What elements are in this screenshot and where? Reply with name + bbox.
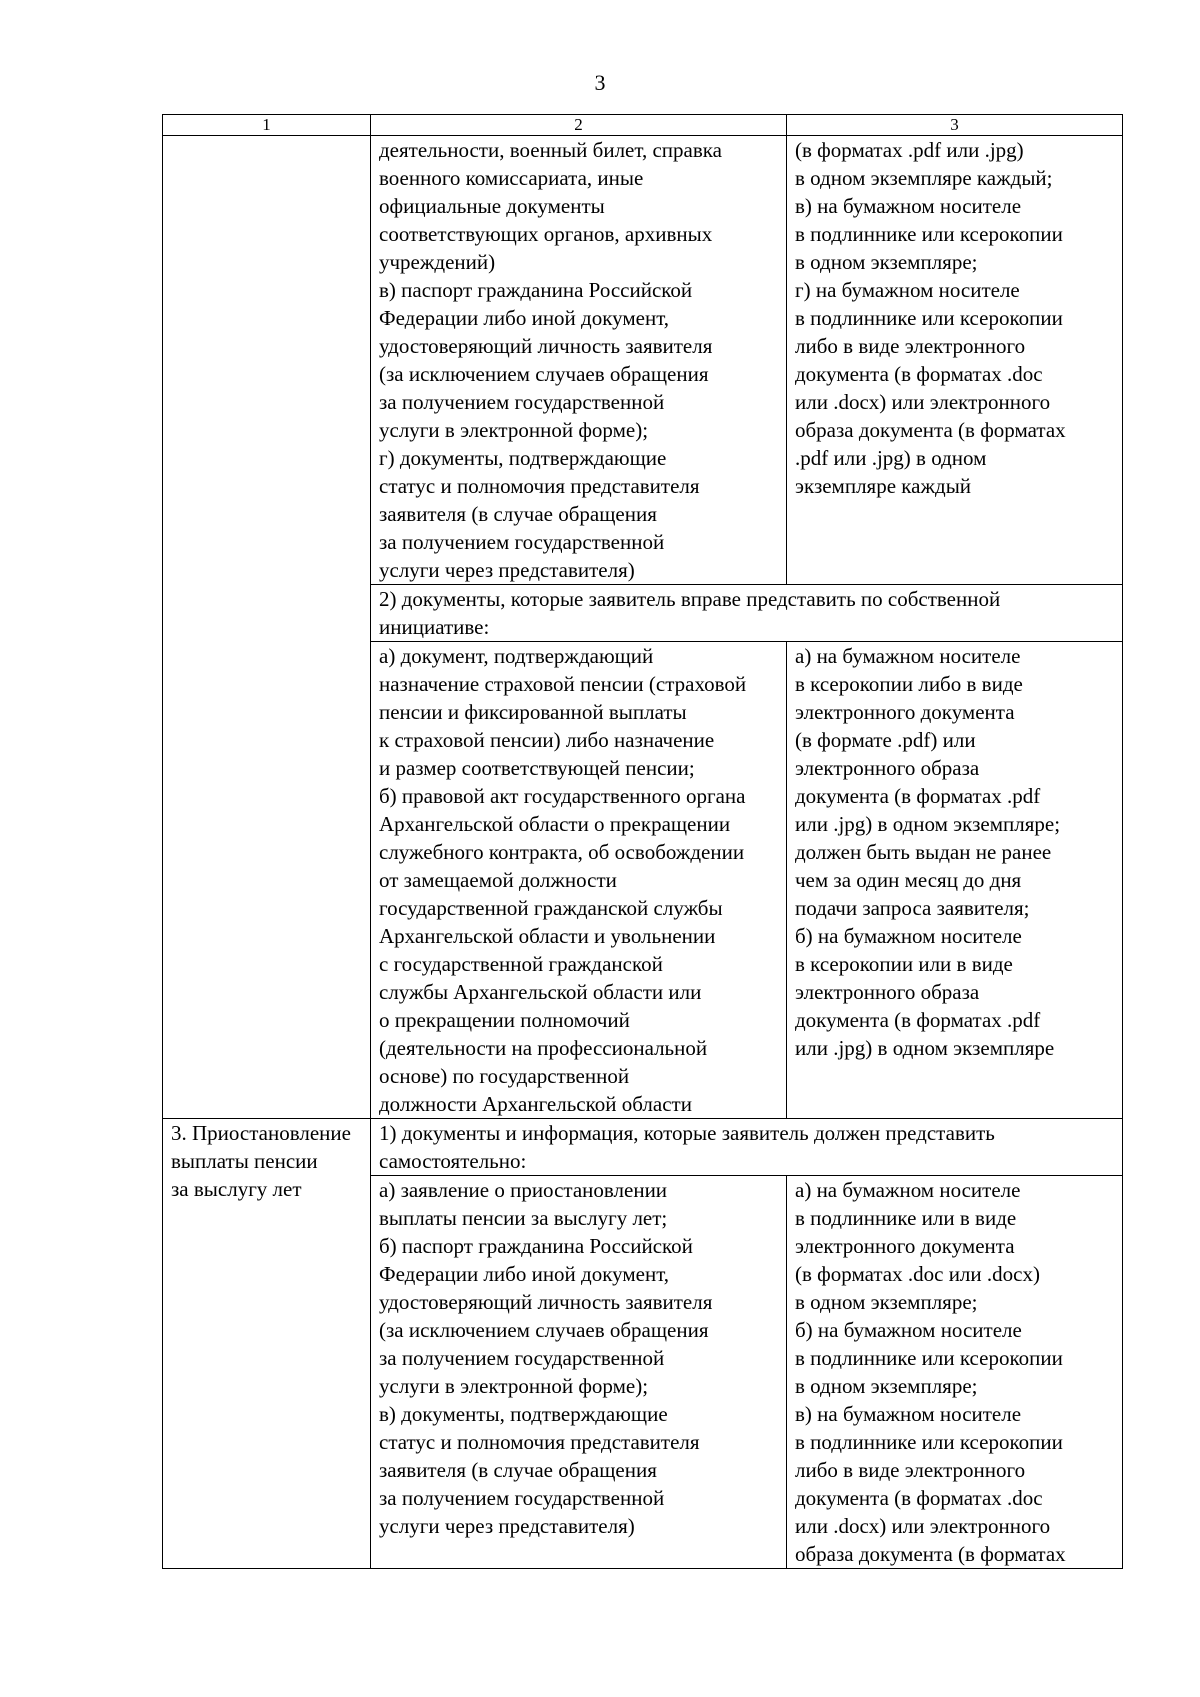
text-line: в) на бумажном носителе <box>795 194 1022 218</box>
text-line: Архангельской области и увольнении <box>379 924 716 948</box>
text-line: услуги в электронной форме); <box>379 418 649 442</box>
text-line: электронного документа <box>795 1234 1015 1258</box>
text-line: а) заявление о приостановлении <box>379 1178 668 1202</box>
text-line: электронного образа <box>795 756 980 780</box>
text-line: Федерации либо иной документ, <box>379 1262 670 1286</box>
column-number-row <box>163 115 1123 136</box>
text-line: (в формате .pdf) или <box>795 728 976 752</box>
text-line: военного комиссариата, иные <box>379 166 644 190</box>
text-line: (в форматах .doc или .docx) <box>795 1262 1040 1286</box>
text-line: в подлиннике или ксерокопии <box>795 1346 1063 1370</box>
service-name-cell <box>163 136 371 1119</box>
text-line: документа (в форматах .pdf <box>795 784 1041 808</box>
text-line: учреждений) <box>379 250 496 274</box>
text-line: г) на бумажном носителе <box>795 278 1020 302</box>
column-header-2: 2 <box>371 115 787 136</box>
text-line: документа (в форматах .pdf <box>795 1008 1041 1032</box>
format-cell <box>787 1176 1123 1569</box>
text-line: экземпляре каждый <box>795 474 972 498</box>
text-line: о прекращении полномочий <box>379 1008 630 1032</box>
text-line: образа документа (в форматах <box>795 418 1066 442</box>
text-line: удостоверяющий личность заявителя <box>379 1290 713 1314</box>
text-line: или .jpg) в одном экземпляре; <box>795 812 1061 836</box>
text-line: в) паспорт гражданина Российской <box>379 278 693 302</box>
text-line: (за исключением случаев обращения <box>379 1318 709 1342</box>
text-line: за получением государственной <box>379 1346 665 1370</box>
page-number: 3 <box>594 70 606 95</box>
text-line: деятельности, военный билет, справка <box>379 138 722 162</box>
section-heading-cell <box>371 1119 1123 1176</box>
text-line: соответствующих органов, архивных <box>379 222 713 246</box>
service-name-cell <box>163 1119 371 1569</box>
requirements-table <box>162 114 1123 1569</box>
text-line: 1) документы и информация, которые заявитель должен представить <box>379 1121 995 1145</box>
documents-cell <box>371 642 787 1119</box>
text-line: в) на бумажном носителе <box>795 1402 1022 1426</box>
text-line: .pdf или .jpg) в одном <box>795 446 987 470</box>
text-line: б) правовой акт государственного органа <box>379 784 746 808</box>
text-line: к страховой пенсии) либо назначение <box>379 728 715 752</box>
text-line: или .docx) или электронного <box>795 1514 1051 1538</box>
text-line: официальные документы <box>379 194 605 218</box>
text-line: или .jpg) в одном экземпляре <box>795 1036 1055 1060</box>
documents-cell <box>371 136 787 585</box>
text-line: заявителя (в случае обращения <box>379 502 657 526</box>
text-line: за выслугу лет <box>171 1177 302 1201</box>
text-line: а) документ, подтверждающий <box>379 644 654 668</box>
text-line: с государственной гражданской <box>379 952 663 976</box>
text-line: б) паспорт гражданина Российской <box>379 1234 693 1258</box>
text-line: электронного документа <box>795 700 1015 724</box>
text-line: (в форматах .pdf или .jpg) <box>795 138 1024 162</box>
format-cell <box>787 642 1123 1119</box>
text-line: выплаты пенсии за выслугу лет; <box>379 1206 668 1230</box>
text-line: (за исключением случаев обращения <box>379 362 709 386</box>
text-line: б) на бумажном носителе <box>795 924 1022 948</box>
text-line: (деятельности на профессиональной <box>379 1036 708 1060</box>
text-line: за получением государственной <box>379 390 665 414</box>
text-line: услуги в электронной форме); <box>379 1374 649 1398</box>
text-line: б) на бумажном носителе <box>795 1318 1022 1342</box>
text-line: чем за один месяц до дня <box>795 868 1022 892</box>
text-line: в подлиннике или ксерокопии <box>795 306 1063 330</box>
table-row <box>163 1119 1123 1176</box>
text-line: в ксерокопии или в виде <box>795 952 1013 976</box>
text-line: документа (в форматах .doc <box>795 362 1043 386</box>
text-line: а) на бумажном носителе <box>795 1178 1021 1202</box>
text-line: г) документы, подтверждающие <box>379 446 667 470</box>
table-row <box>163 136 1123 585</box>
text-line: должен быть выдан не ранее <box>795 840 1052 864</box>
column-header-3: 3 <box>787 115 1123 136</box>
text-line: за получением государственной <box>379 530 665 554</box>
text-line: подачи запроса заявителя; <box>795 896 1030 920</box>
text-line: удостоверяющий личность заявителя <box>379 334 713 358</box>
text-line: служебного контракта, об освобождении <box>379 840 745 864</box>
text-line: выплаты пенсии <box>171 1149 318 1173</box>
text-line: в одном экземпляре; <box>795 1290 978 1314</box>
text-line: услуги через представителя) <box>379 558 635 582</box>
text-line: за получением государственной <box>379 1486 665 1510</box>
text-line: или .docx) или электронного <box>795 390 1051 414</box>
text-line: Архангельской области о прекращении <box>379 812 731 836</box>
text-line: и размер соответствующей пенсии; <box>379 756 695 780</box>
text-line: самостоятельно: <box>379 1149 527 1173</box>
text-line: в подлиннике или ксерокопии <box>795 1430 1063 1454</box>
text-line: услуги через представителя) <box>379 1514 635 1538</box>
text-line: в подлиннике или в виде <box>795 1206 1017 1230</box>
text-line: в одном экземпляре; <box>795 250 978 274</box>
text-line: Федерации либо иной документ, <box>379 306 670 330</box>
text-line: инициативе: <box>379 615 490 639</box>
text-line: государственной гражданской службы <box>379 896 723 920</box>
text-line: в одном экземпляре; <box>795 1374 978 1398</box>
text-line: статус и полномочия представителя <box>379 474 700 498</box>
text-line: документа (в форматах .doc <box>795 1486 1043 1510</box>
text-line: заявителя (в случае обращения <box>379 1458 657 1482</box>
text-line: а) на бумажном носителе <box>795 644 1021 668</box>
text-line: назначение страховой пенсии (страховой <box>379 672 747 696</box>
text-line: пенсии и фиксированной выплаты <box>379 700 687 724</box>
text-line: либо в виде электронного <box>795 1458 1026 1482</box>
text-line: электронного образа <box>795 980 980 1004</box>
text-line: образа документа (в форматах <box>795 1542 1066 1566</box>
text-line: службы Архангельской области или <box>379 980 702 1004</box>
text-line: от замещаемой должности <box>379 868 617 892</box>
format-cell <box>787 136 1123 585</box>
text-line: 2) документы, которые заявитель вправе представить по собственной <box>379 587 1001 611</box>
text-line: основе) по государственной <box>379 1064 630 1088</box>
text-line: в одном экземпляре каждый; <box>795 166 1053 190</box>
text-line: должности Архангельской области <box>379 1092 692 1116</box>
section-heading-cell <box>371 585 1123 642</box>
text-line: в) документы, подтверждающие <box>379 1402 668 1426</box>
documents-cell <box>371 1176 787 1569</box>
text-line: в ксерокопии либо в виде <box>795 672 1023 696</box>
text-line: в подлиннике или ксерокопии <box>795 222 1063 246</box>
text-line: статус и полномочия представителя <box>379 1430 700 1454</box>
text-line: либо в виде электронного <box>795 334 1026 358</box>
column-header-1: 1 <box>163 115 371 136</box>
text-line: 3. Приостановление <box>171 1121 351 1145</box>
